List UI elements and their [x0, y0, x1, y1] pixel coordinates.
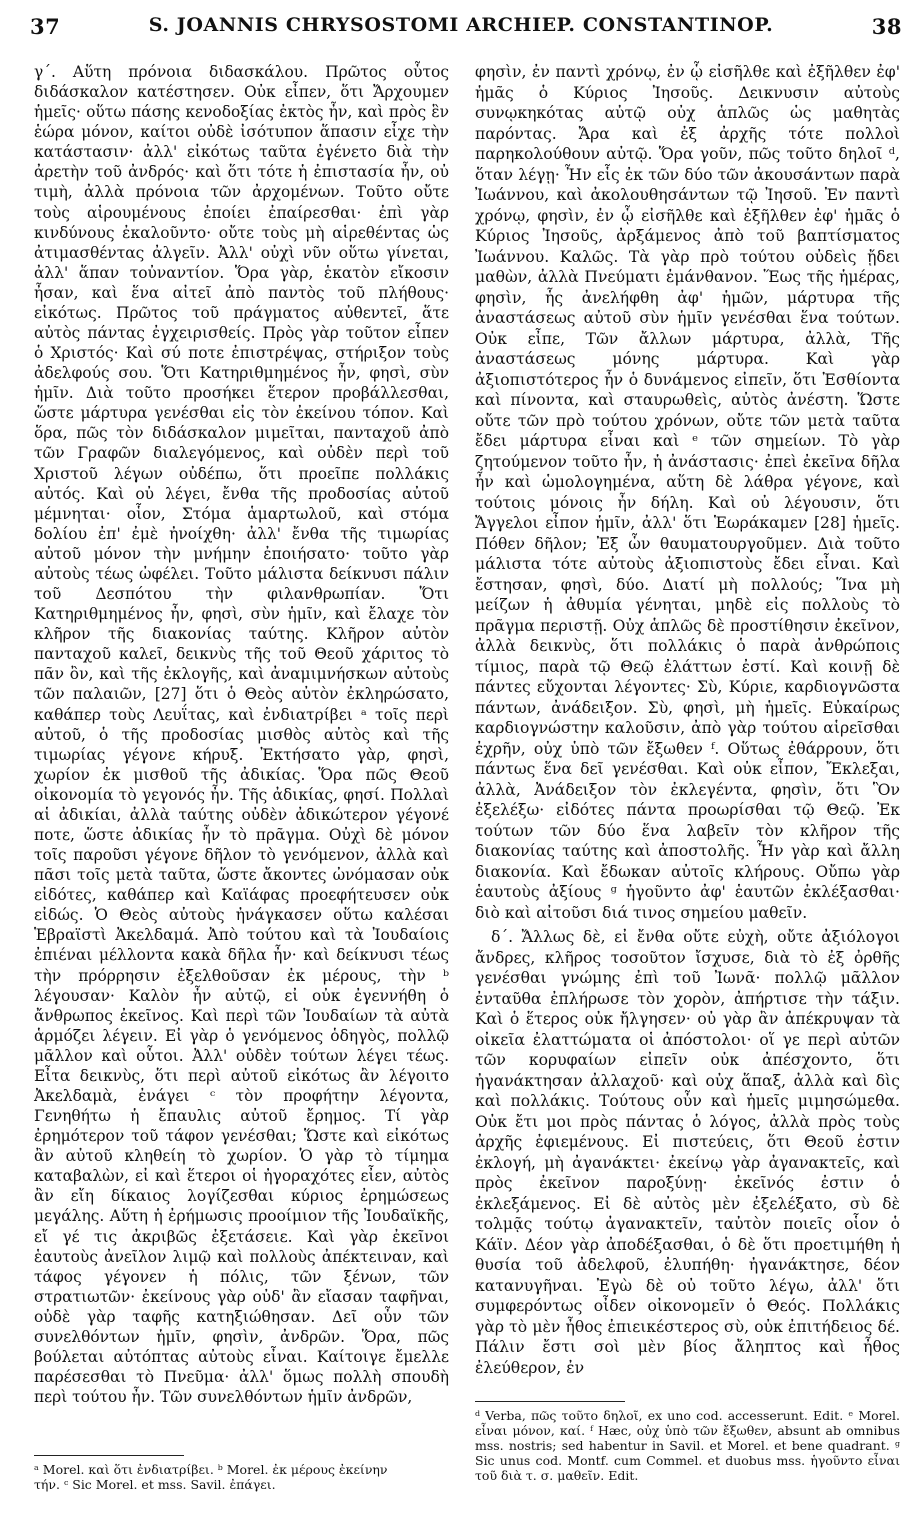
left-footnotes — [34, 1462, 449, 1492]
right-footnote-rule — [475, 1401, 625, 1402]
page-number-right: 38 — [871, 14, 902, 39]
left-footnote-line-2: τήν. ᶜ Sic Morel. et mss. Savil. ἐπάγει. — [34, 1477, 276, 1492]
page-header — [0, 14, 922, 44]
right-paragraph-1: φησὶν, ἐν παντὶ χρόνῳ, ἐν ᾧ εἰσῆλθε καὶ ἐξῆλθεν ἐφ' ἡμᾶς ὁ Κύριος Ἰησοῦς. Δεικνυσιν αὐτοὺς συνῳκηκότας αὐτῷ οὐχ ἁπλῶς ὡς μαθητὰς παρόντας. Ἄρα καὶ ἐξ ἀρχῆς τότε πολλοὶ παρηκολούθουν αὐτῷ. Ὅρα γοῦν, πῶς τοῦτο δηλοῖ ᵈ, ὅταν λέγῃ· Ἦν εἷς ἐκ τῶν δύο τῶν ἀκουσάντων παρὰ Ἰωάννου, καὶ ἀκολουθησάντων τῷ Ἰησοῦ. Ἐν παντὶ χρόνῳ, φησὶν, ἐν ᾧ εἰσῆλθε καὶ ἐξῆλθεν ἐφ' ἡμᾶς ὁ Κύριος Ἰησοῦς, ἀρξάμενος ἀπὸ τοῦ βαπτίσματος Ἰωάννου. Καλῶς. Τὰ γὰρ πρὸ τούτου οὐδεὶς ᾔδει μαθὼν, ἀλλὰ Πνεύματι ἐμάνθανον. Ἕως τῆς ἡμέρας, φησὶν, ἧς ἀνελήφθη ἀφ' ἡμῶν, μάρτυρα τῆς ἀναστάσεως αὐτοῦ σὺν ἡμῖν γενέσθαι ἕνα τούτων. Οὐκ εἶπε, Τῶν ἄλλων μάρτυρα, ἀλλὰ, Τῆς ἀναστάσεως μόνης μάρτυρα. Καὶ γὰρ ἀξιοπιστότερος ἦν ὁ δυνάμενος εἰπεῖν, ὅτι Ἐσθίοντα καὶ πίνοντα, καὶ σταυρωθεὶς, αὐτὸς ἀνέστη. Ὥστε οὔτε τῶν πρὸ τούτου χρόνων, οὔτε τῶν μετὰ ταῦτα ἔδει μάρτυρα εἶναι καὶ ᵉ τῶν σημείων. Τὸ γὰρ ζητούμενον τοῦτο ἦν, ἡ ἀνάστασις· ἐπεὶ ἐκεῖνα δῆλα ἦν καὶ ὡμολογημένα, αὕτη δὲ λάθρα γέγονε, καὶ τούτοις μόνοις ἦν δήλη. Καὶ οὐ λέγουσιν, ὅτι Ἄγγελοι εἶπον ἡμῖν, ἀλλ' ὅτι Ἑωράκαμεν [28] ἡμεῖς. Πόθεν δῆλον; Ἐξ ὧν θαυματουργοῦμεν. Διὰ τοῦτο μάλιστα τότε αὐτοὺς ἀξιοπιστοὺς ἔδει εἶναι. Καὶ ἔστησαν, φησὶ, δύο. Διατί μὴ πολλούς; Ἵνα μὴ μείζων ἡ ἀθυμία γένηται, μηδὲ εἰς πολλοὺς τὸ πρᾶγμα περιστῇ. Οὐχ ἁπλῶς δὲ προστίθησιν ἐκεῖνον, ἀλλὰ δεικνὺς, ὅτι πολλάκις ὁ παρὰ ἀνθρώποις τίμιος, παρὰ τῷ Θεῷ ἐλάττων ἐστί. Καὶ κοινῇ δὲ πάντες εὔχονται λέγοντες· Σὺ, Κύριε, καρδιογνῶστα πάντων, ἀνάδειξον. Σὺ, φησὶ, μὴ ἡμεῖς. Εὐκαίρως καρδιογνώστην καλοῦσιν, ἀπὸ γὰρ τούτου αἱρεῖσθαι ἐχρῆν, οὐχ ὑπὸ τῶν ἔξωθεν ᶠ. Οὕτως ἐθάρρουν, ὅτι πάντως ἕνα δεῖ γενέσθαι. Καὶ οὐκ εἶπον, Ἔκλεξαι, ἀλλὰ, Ἀνάδειξον τὸν ἐκλεγέντα, φησὶν, ὅτι Ὃν ἐξελέξω· εἰδότες πάντα προωρίσθαι τῷ Θεῷ. Ἐκ τούτων τῶν δύο ἕνα λαβεῖν τὸν κλῆρον τῆς διακονίας ταύτης καὶ ἀποστολῆς. Ἦν γὰρ καὶ ἄλλη διακονία. Καὶ ἔδωκαν αὐτοῖς κλήρους. Οὔπω γὰρ ἑαυτοὺς ἀξίους ᵍ ἡγοῦντο ἀφ' ἑαυτῶν ἐκλέξασθαι· διὸ καὶ αἰτοῦσι διά τινος σημείου μαθεῖν. — [475, 63, 900, 922]
right-column — [475, 62, 900, 1382]
running-title: S. JOANNIS CHRYSOSTOMI ARCHIEP. CONSTANTINOP. — [148, 14, 774, 36]
left-footnote-rule — [34, 1455, 184, 1456]
left-column — [34, 62, 449, 1411]
right-footnotes — [475, 1408, 900, 1483]
right-paragraph-2: δ΄. Ἄλλως δὲ, εἰ ἔνθα οὔτε εὐχὴ, οὔτε ἀξιόλογοι ἄνδρες, κλῆρος τοσοῦτον ἴσχυσε, διὰ τὸ ἐξ ὀρθῆς γενέσθαι γνώμης ἐπὶ τοῦ Ἰωνᾶ· πολλῷ μᾶλλον ἐνταῦθα ἐπλήρωσε τὸν χορὸν, ἀπήρτισε τὴν τάξιν. Καὶ ὁ ἕτερος οὐκ ἤλγησεν· οὐ γὰρ ἂν ἀπέκρυψαν τὰ οἰκεῖα ἐλαττώματα οἱ ἀπόστολοι· οἵ γε περὶ αὐτῶν τῶν κορυφαίων εἰπεῖν οὐκ ἀπέσχοντο, ὅτι ἠγανάκτησαν ἀλλαχοῦ· καὶ οὐχ ἅπαξ, ἀλλὰ καὶ δὶς καὶ πολλάκις. Τούτους οὖν καὶ ἡμεῖς μιμησώμεθα. Οὐκ ἔτι μοι πρὸς πάντας ὁ λόγος, ἀλλὰ πρὸς τοὺς ἀρχῆς ἐφιεμένους. Εἰ πιστεύεις, ὅτι Θεοῦ ἐστιν ἐκλογή, μὴ ἀγανάκτει· ἐκείνῳ γὰρ ἀγανακτεῖς, καὶ πρὸς ἐκεῖνον παροξύνῃ· ἐκεῖνός ἐστιν ὁ ἐκλεξάμενος. Εἰ δὲ αὐτὸς μὲν ἐξελέξατο, σὺ δὲ τολμᾷς τούτῳ ἀγανακτεῖν, ταὐτὸν ποιεῖς οἷον ὁ Κάϊν. Δέον γὰρ ἀποδέξασθαι, ὁ δὲ ὅτι προετιμήθη ἡ θυσία τοῦ ἀδελφοῦ, ἐλυπήθη· ἠγανάκτησε, δέον κατανυγῆναι. Ἐγὼ δὲ οὐ τοῦτο λέγω, ἀλλ' ὅτι συμφερόντως οἶδεν οἰκονομεῖν ὁ Θεός. Πολλάκις γὰρ τὸ μὲν ἦθος ἐπιεικέστερος σὺ, οὐκ ἐπιτήδειος δέ. Πάλιν ἔστι σοὶ μὲν βίος ἄληπτος καὶ ἦθος ἐλεύθερον, ἐν — [475, 928, 900, 1377]
left-footnote-line-1: ᵃ Morel. καὶ ὅτι ἐνδιατρίβει. ᵇ Morel. ἐκ μέρους ἐκείνην — [34, 1462, 388, 1477]
right-footnote-text: ᵈ Verba, πῶς τοῦτο δηλοῖ, ex uno cod. accesserunt. Edit. ᵉ Morel. εἶναι μόνον, καί. ᶠ Hæc, οὐχ ὑπὸ τῶν ἔξωθεν, absunt ab omnibus mss. nostris; sed habentur in Savil. et Morel. et bene quadrant. ᵍ Sic unus cod. Montf. cum Commel. et duobus mss. ἡγοῦντο εἶναι τοῦ διὰ τ. σ. μαθεῖν. Edit. — [475, 1408, 900, 1483]
page-number-left: 37 — [30, 14, 61, 39]
left-paragraph-1: γ΄. Αὕτη πρόνοια διδασκάλου. Πρῶτος οὗτος διδάσκαλον κατέστησεν. Οὐκ εἶπεν, ὅτι Ἄρχουμεν ἡμεῖς· οὕτω πάσης κενοδοξίας ἐκτὸς ἦν, καὶ πρὸς ἓν ἑώρα μόνον, καίτοι οὐδὲ ἰσότυπον ἅπασιν εἶχε τὴν κατάστασιν· ἀλλ' εἰκότως ταῦτα ἐγένετο διὰ τὴν ἀρετὴν τοῦ ἀνδρός· καὶ ὅτι τότε ἡ ἐπιστασία ἦν, οὐ τιμὴ, ἀλλὰ πρόνοια τῶν ἀρχομένων. Τοῦτο οὔτε τοὺς αἱρουμένους ἐποίει ἐπαίρεσθαι· ἐπὶ γὰρ κινδύνους ἐκαλοῦντο· οὔτε τοὺς μὴ αἱρεθέντας ὡς ἀτιμασθέντας ἀλγεῖν. Ἀλλ' οὐχὶ νῦν οὕτω γίνεται, ἀλλ' ἅπαν τοὐναντίον. Ὅρα γὰρ, ἑκατὸν εἴκοσιν ἦσαν, καὶ ἕνα αἰτεῖ ἀπὸ παντὸς τοῦ πλήθους· εἰκότως. Πρῶτος τοῦ πράγματος αὐθεντεῖ, ἅτε αὐτὸς πάντας ἐγχειρισθείς. Πρὸς γὰρ τοῦτον εἶπεν ὁ Χριστός· Καὶ σύ ποτε ἐπιστρέψας, στήριξον τοὺς ἀδελφούς σου. Ὅτι Κατηριθμημένος ἦν, φησὶ, σὺν ἡμῖν. Διὰ τοῦτο προσήκει ἕτερον προβάλλεσθαι, ὥστε μάρτυρα γενέσθαι εἰς τὸν ἐκείνου τόπον. Καὶ ὅρα, πῶς τὸν διδάσκαλον μιμεῖται, πανταχοῦ ἀπὸ τῶν Γραφῶν διαλεγόμενος, καὶ οὐδὲν περὶ τοῦ Χριστοῦ λέγων οὐδέπω, ὅτι προεῖπε πολλάκις αὐτός. Καὶ οὐ λέγει, ἔνθα τῆς προδοσίας αὐτοῦ μέμνηται· οἷον, Στόμα ἁμαρτωλοῦ, καὶ στόμα δολίου ἐπ' ἐμὲ ἠνοίχθη· ἀλλ' ἔνθα τῆς τιμωρίας αὐτοῦ μόνον τὴν μνήμην ἐποιήσατο· τοῦτο γὰρ αὐτοὺς τέως ὠφέλει. Τοῦτο μάλιστα δείκνυσι πάλιν τοῦ Δεσπότου τὴν φιλανθρωπίαν. Ὅτι Κατηριθμημένος ἦν, φησὶ, σὺν ἡμῖν, καὶ ἔλαχε τὸν κλῆρον τῆς διακονίας ταύτης. Κλῆρον αὐτὸν πανταχοῦ καλεῖ, δεικνὺς τῆς τοῦ Θεοῦ χάριτος τὸ πᾶν ὂν, καὶ τῆς ἐκλογῆς, καὶ ἀναμιμνήσκων αὐτοὺς τῶν παλαιῶν, [27] ὅτι ὁ Θεὸς αὐτὸν ἐκληρώσατο, καθάπερ τοὺς Λευΐτας, καὶ ἐνδιατρίβει ᵃ τοῖς περὶ αὐτοῦ, ὁ τῆς προδοσίας μισθὸς αὐτὸς καὶ τῆς τιμωρίας γέγονε κήρυξ. Ἐκτήσατο γὰρ, φησὶ, χωρίον ἐκ μισθοῦ τῆς ἀδικίας. Ὅρα πῶς Θεοῦ οἰκονομία τὸ γεγονός ἦν. Τῆς ἀδικίας, φησί. Πολλαὶ αἱ ἀδικίαι, ἀλλὰ ταύτης οὐδὲν ἀδικώτερον γέγονέ ποτε, ὥστε ἀδικίας ἦν τὸ πρᾶγμα. Οὐχὶ δὲ μόνον τοῖς παροῦσι γέγονε δῆλον τὸ γενόμενον, ἀλλὰ καὶ πᾶσι τοῖς μετὰ ταῦτα, ὥστε ἄκοντες ὠνόμασαν οὐκ εἰδότες, καθάπερ καὶ Καϊάφας προεφήτευσεν οὐκ εἰδώς. Ὁ Θεὸς αὐτοὺς ἠνάγκασεν οὕτω καλέσαι Ἑβραϊστὶ Ἀκελδαμά. Ἀπὸ τούτου καὶ τὰ Ἰουδαίοις ἐπιέναι μέλλοντα κακὰ δῆλα ἦν· καὶ δείκνυσι τέως τὴν πρόρρησιν ἐξελθοῦσαν ἐκ μέρους, τὴν ᵇ λέγουσαν· Καλὸν ἦν αὐτῷ, εἰ οὐκ ἐγεννήθη ὁ ἄνθρωπος ἐκεῖνος. Καὶ περὶ τῶν Ἰουδαίων τὰ αὐτὰ ἁρμόζει λέγειν. Εἰ γὰρ ὁ γενόμενος ὁδηγὸς, πολλῷ μᾶλλον καὶ οὗτοι. Ἀλλ' οὐδὲν τούτων λέγει τέως. Εἶτα δεικνὺς, ὅτι περὶ αὐτοῦ εἰκότως ἂν λέγοιτο Ἀκελδαμὰ, ἐνάγει ᶜ τὸν προφήτην λέγοντα, Γενηθήτω ἡ ἔπαυλις αὐτοῦ ἔρημος. Τί γὰρ ἐρημότερον τοῦ τάφον γενέσθαι; Ὥστε καὶ εἰκότως ἂν αὐτοῦ κληθείη τὸ χωρίον. Ὁ γὰρ τὸ τίμημα καταβαλὼν, εἰ καὶ ἕτεροι οἱ ἠγοραχότες εἶεν, αὐτὸς ἂν εἴη δίκαιος λογίζεσθαι κύριος ἐρημώσεως μεγάλης. Αὕτη ἡ ἐρήμωσις προοίμιον τῆς Ἰουδαϊκῆς, εἴ γέ τις ἀκριβῶς ἐξετάσειε. Καὶ γὰρ ἐκεῖνοι ἑαυτοὺς ἀνεῖλον λιμῷ καὶ πολλοὺς ἀπέκτειναν, καὶ τάφος γέγονεν ἡ πόλις, τῶν ξένων, τῶν στρατιωτῶν· ἐκείνους γὰρ οὐδ' ἂν εἴασαν ταφῆναι, οὐδὲ γὰρ ταφῆς κατηξιώθησαν. Δεῖ οὖν τῶν συνελθόντων ἡμῖν, φησὶν, ἀνδρῶν. Ὅρα, πῶς βούλεται αὐτόπτας αὐτοὺς εἶναι. Καίτοιγε ἔμελλε παρέσεσθαι τὸ Πνεῦμα· ἀλλ' ὅμως πολλὴ σπουδὴ περὶ τούτου ἦν. Τῶν συνελθόντων ἡμῖν ἀνδρῶν, — [34, 63, 449, 1407]
